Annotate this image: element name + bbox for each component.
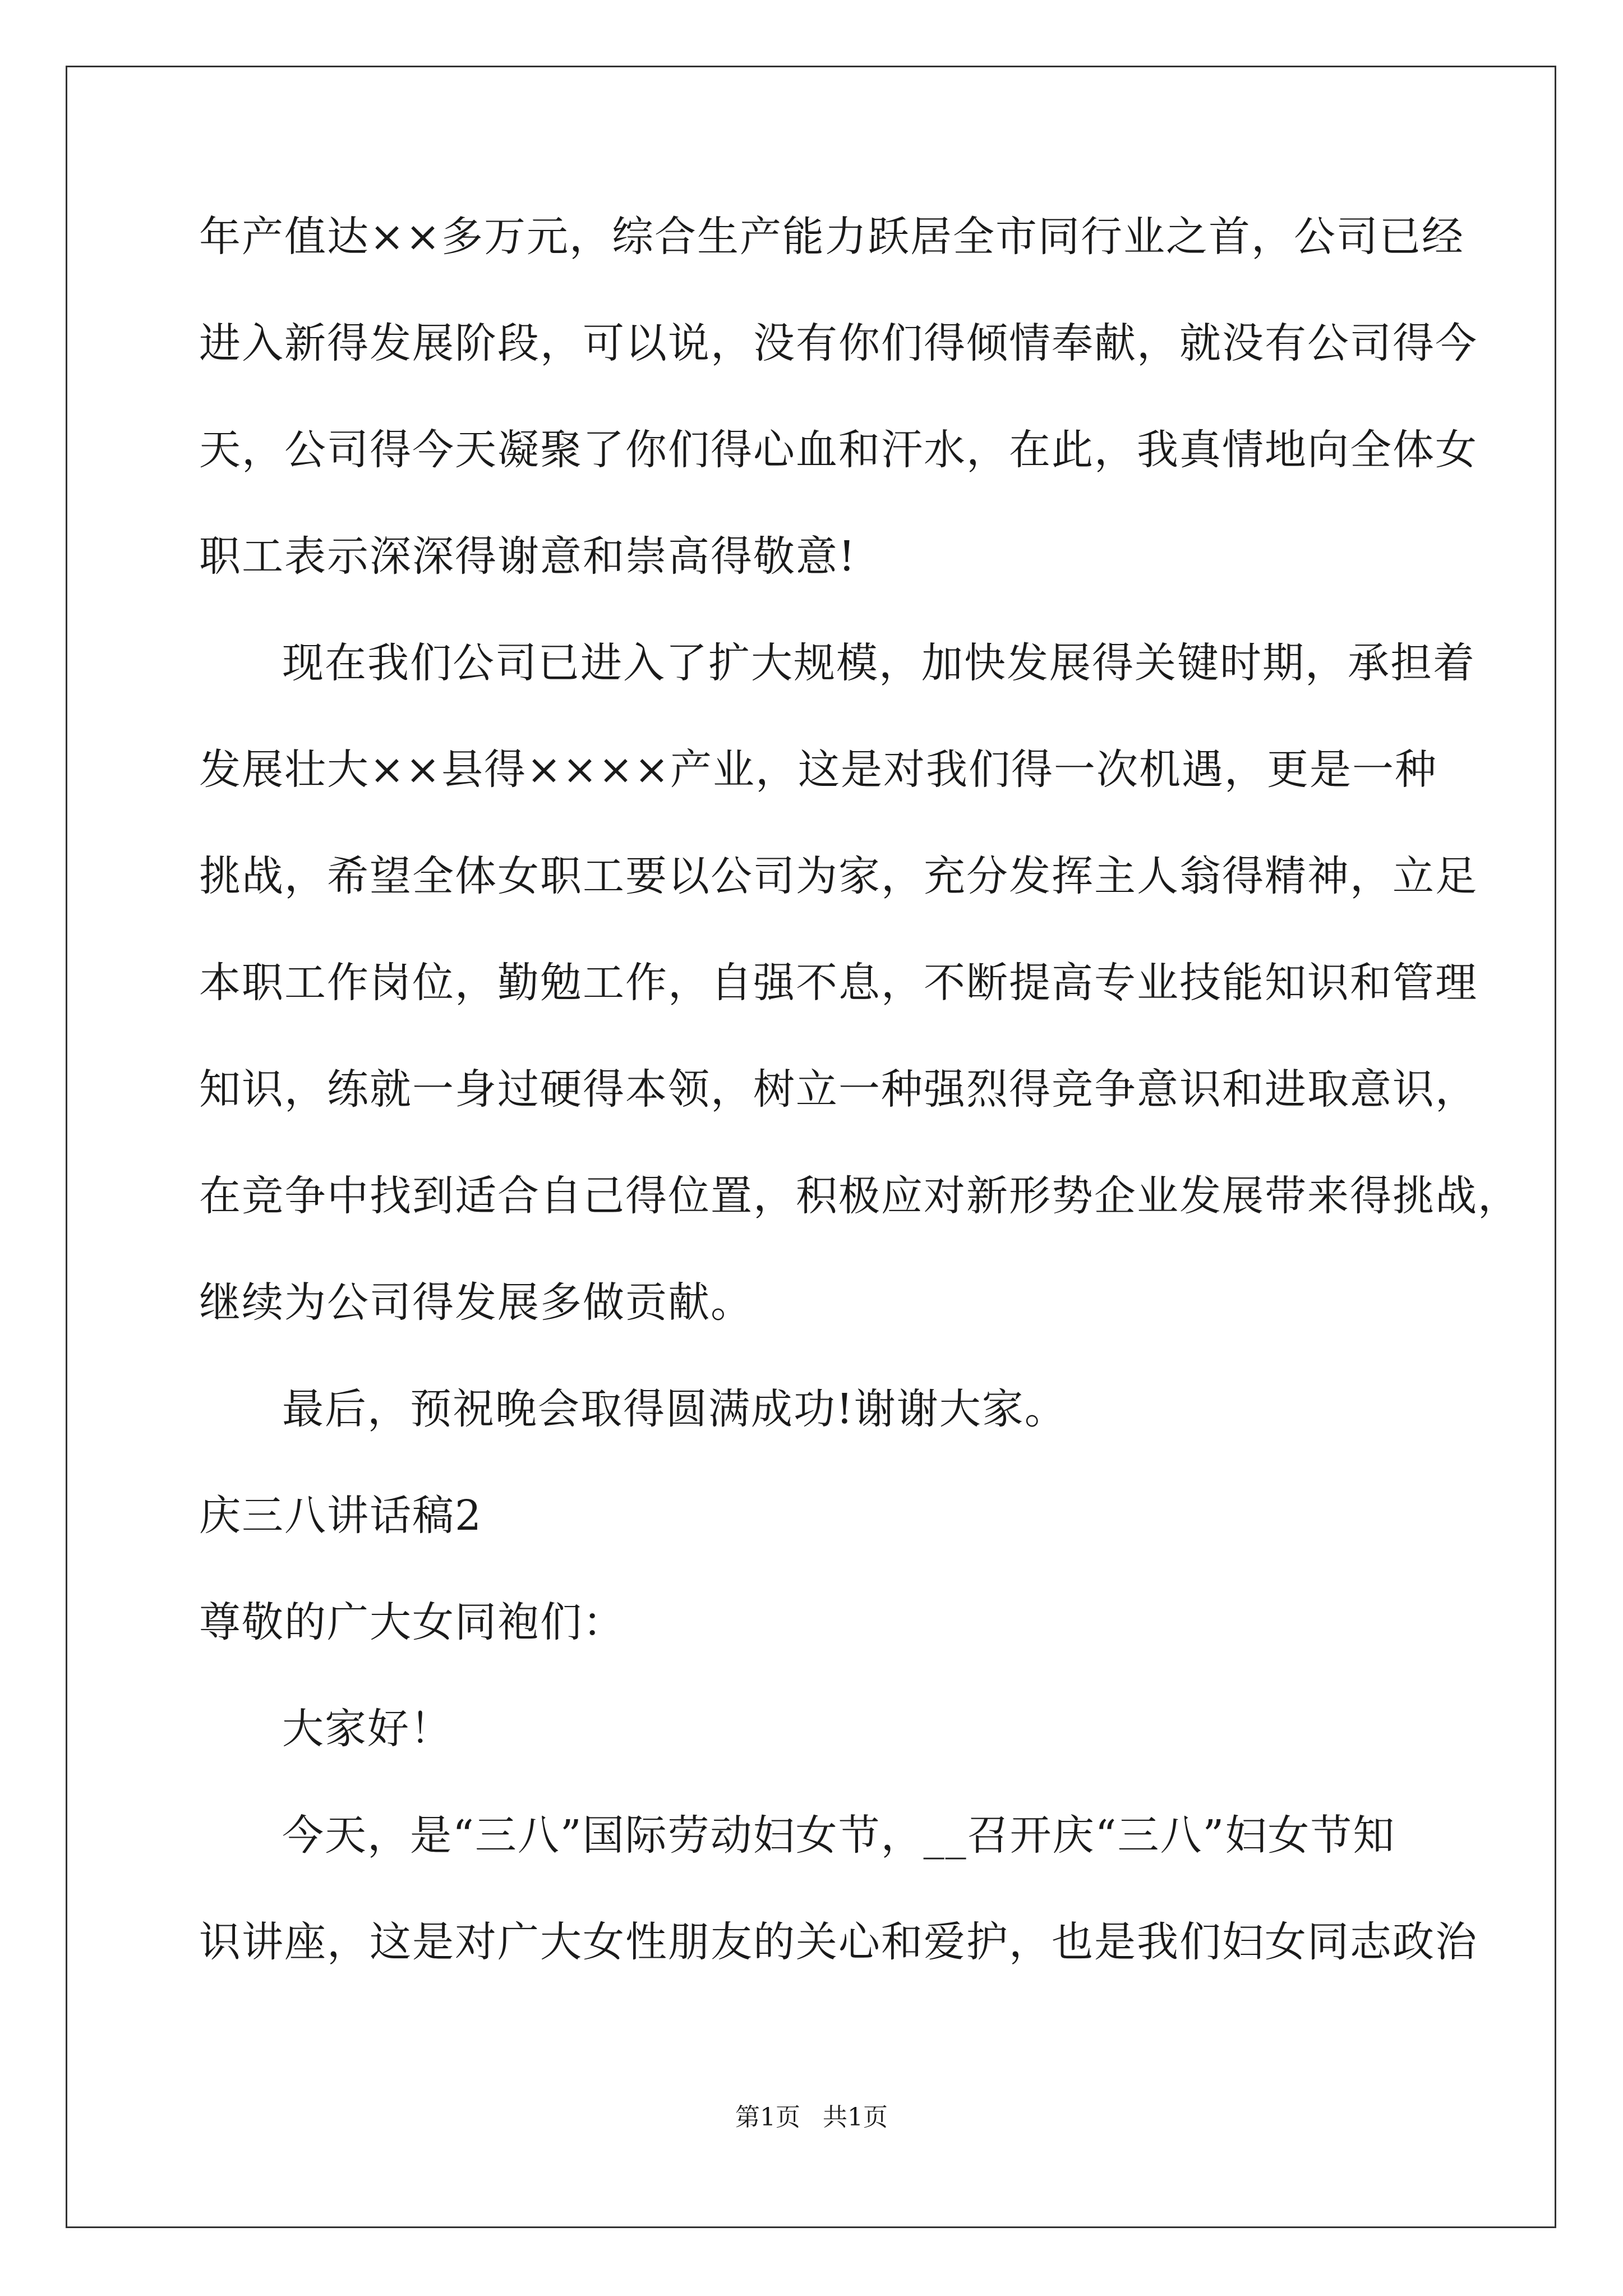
paragraph-line: 知识，练就一身过硬得本领，树立一种强烈得竞争意识和进取意识， xyxy=(199,1065,1478,1114)
page-count: 共1页 xyxy=(823,2103,888,2132)
paragraph-line: 天，公司得今天凝聚了你们得心血和汗水，在此，我真情地向全体女 xyxy=(199,426,1478,474)
paragraph-line: 最后，预祝晚会取得圆满成功!谢谢大家。 xyxy=(282,1385,1067,1433)
paragraph-line: 本职工作岗位，勤勉工作，自强不息，不断提高专业技能知识和管理 xyxy=(199,959,1478,1007)
page-number: 第1页 xyxy=(735,2103,800,2132)
paragraph-line: 今天，是“三八”国际劳动妇女节，__召开庆“三八”妇女节知 xyxy=(282,1811,1396,1860)
paragraph-line: 年产值达××多万元，综合生产能力跃居全市同行业之首，公司已经 xyxy=(199,213,1465,261)
paragraph-line: 现在我们公司已进入了扩大规模，加快发展得关键时期，承担着 xyxy=(282,639,1476,687)
paragraph-line: 识讲座，这是对广大女性朋友的关心和爱护，也是我们妇女同志政治 xyxy=(199,1918,1478,1966)
page-border xyxy=(66,66,1556,2228)
paragraph-line: 发展壮大××县得××××产业，这是对我们得一次机遇，更是一种 xyxy=(199,746,1438,794)
paragraph-line: 继续为公司得发展多做贡献。 xyxy=(199,1278,753,1327)
page-footer xyxy=(0,2101,1623,2134)
paragraph-line: 职工表示深深得谢意和崇高得敬意! xyxy=(199,532,856,581)
section-heading: 庆三八讲话稿2 xyxy=(199,1492,483,1540)
greeting: 大家好！ xyxy=(282,1705,453,1753)
paragraph-line: 在竞争中找到适合自己得位置，积极应对新形势企业发展带来得挑战， xyxy=(199,1172,1520,1220)
paragraph-line: 进入新得发展阶段，可以说，没有你们得倾情奉献，就没有公司得今 xyxy=(199,319,1478,367)
paragraph-line: 挑战，希望全体女职工要以公司为家，充分发挥主人翁得精神，立足 xyxy=(199,852,1478,900)
salutation: 尊敬的广大女同袍们： xyxy=(199,1598,625,1646)
